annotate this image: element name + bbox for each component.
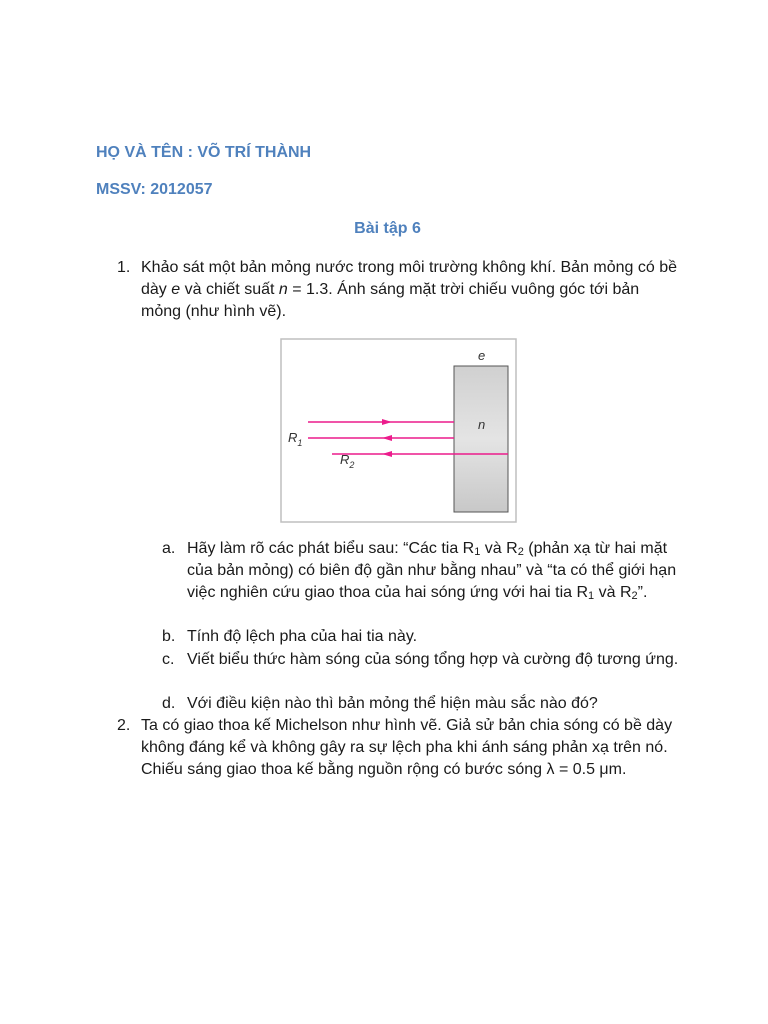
question-1-text: Khảo sát một bản mỏng nước trong môi trường không khí. Bản mỏng có bề dày e và chiết suất n = 1.3. Ánh sáng mặt trời chiếu vuông góc tới bản mỏng (như hình vẽ).	[141, 259, 678, 320]
part-a-number: a.	[162, 540, 176, 557]
film-plate	[454, 366, 508, 512]
label-e: e	[478, 348, 486, 363]
thin-film-figure	[280, 338, 517, 523]
label-r2: $R_2$	[340, 452, 355, 470]
part-a-text: Hãy làm rõ các phát biểu sau: “Các tia $R_1$ và $R_2$ (phản xạ từ hai mặt của bản mỏng) có biên độ gần như bằng nhau” và “ta có thể giới hạn việc nghiên cứu giao thoa của hai sóng ứng với hai tia $R_1$ và $R_2$”.	[187, 540, 677, 602]
part-d-number: d.	[162, 695, 176, 712]
part-b-number: b.	[162, 628, 176, 645]
part-d-text: Với điều kiện nào thì bản mỏng thể hiện màu sắc nào đó?	[187, 695, 598, 712]
question-1-number: 1.	[117, 259, 131, 276]
label-n: n	[478, 417, 486, 432]
question-2-number: 2.	[117, 717, 131, 734]
page-title: Bài tập 6	[354, 220, 421, 237]
question-2-text: Ta có giao thoa kế Michelson như hình vẽ. Giả sử bản chia sóng có bề dày không đáng kể và không gây ra sự lệch pha khi ánh sáng phản xạ trên nó. Chiếu sáng giao thoa kế bằng nguồn rộng có bước sóng λ = 0.5 μm.	[141, 717, 673, 778]
part-b-text: Tính độ lệch pha của hai tia này.	[187, 628, 418, 645]
student-name: HỌ VÀ TÊN : VÕ TRÍ THÀNH	[96, 144, 312, 161]
label-r1: $R_1$	[288, 430, 303, 448]
student-id: MSSV: 2012057	[96, 181, 213, 198]
part-c-text: Viết biểu thức hàm sóng của sóng tổng hợp và cường độ tương ứng.	[187, 651, 679, 668]
part-c-number: c.	[162, 651, 175, 668]
